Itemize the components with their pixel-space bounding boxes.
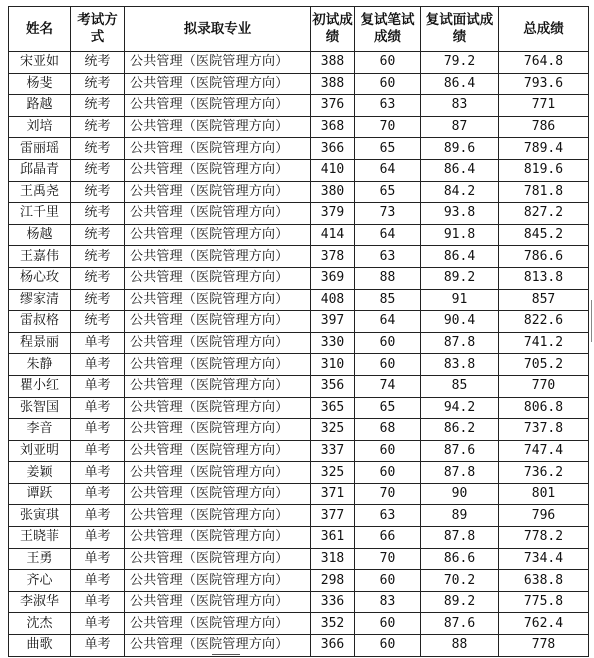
cell-name: 杨斐 — [9, 73, 71, 95]
cell-exam-type: 统考 — [71, 138, 125, 160]
cell-written-score: 74 — [355, 375, 421, 397]
table-row — [9, 289, 589, 311]
cell-interview-score: 84.2 — [421, 181, 499, 203]
cell-name: 朱静 — [9, 354, 71, 376]
cell-name: 张智国 — [9, 397, 71, 419]
cell-interview-score: 89.2 — [421, 267, 499, 289]
cell-major: 公共管理（医院管理方向） — [125, 397, 311, 419]
cell-written-score: 70 — [355, 116, 421, 138]
table-row — [9, 246, 589, 268]
cell-name: 杨越 — [9, 224, 71, 246]
cell-major: 公共管理（医院管理方向） — [125, 95, 311, 117]
cell-exam-type: 单考 — [71, 483, 125, 505]
table-row — [9, 332, 589, 354]
cell-interview-score: 91 — [421, 289, 499, 311]
cell-exam-type: 统考 — [71, 267, 125, 289]
cell-interview-score: 86.2 — [421, 419, 499, 441]
cell-exam-type: 统考 — [71, 181, 125, 203]
cell-interview-score: 94.2 — [421, 397, 499, 419]
table-row — [9, 440, 589, 462]
table-row — [9, 591, 589, 613]
cell-name: 张寅琪 — [9, 505, 71, 527]
cell-major: 公共管理（医院管理方向） — [125, 440, 311, 462]
table-row — [9, 483, 589, 505]
header-interview-score: 复试面试成绩 — [421, 7, 499, 52]
cell-interview-score: 86.4 — [421, 73, 499, 95]
cell-interview-score: 86.4 — [421, 159, 499, 181]
cell-initial-score: 330 — [311, 332, 355, 354]
table-row — [9, 570, 589, 592]
cell-name: 沈杰 — [9, 613, 71, 635]
cell-initial-score: 366 — [311, 635, 355, 657]
cell-major: 公共管理（医院管理方向） — [125, 267, 311, 289]
cell-name: 齐心 — [9, 570, 71, 592]
cell-exam-type: 单考 — [71, 527, 125, 549]
cell-interview-score: 87 — [421, 116, 499, 138]
table-row — [9, 159, 589, 181]
cell-written-score: 73 — [355, 203, 421, 225]
cell-exam-type: 单考 — [71, 548, 125, 570]
cell-total-score: 734.4 — [499, 548, 589, 570]
cell-initial-score: 369 — [311, 267, 355, 289]
cell-initial-score: 366 — [311, 138, 355, 160]
cell-interview-score: 91.8 — [421, 224, 499, 246]
cell-initial-score: 379 — [311, 203, 355, 225]
cell-major: 公共管理（医院管理方向） — [125, 505, 311, 527]
cell-total-score: 737.8 — [499, 419, 589, 441]
cell-initial-score: 414 — [311, 224, 355, 246]
cell-initial-score: 336 — [311, 591, 355, 613]
cell-interview-score: 70.2 — [421, 570, 499, 592]
cell-written-score: 60 — [355, 354, 421, 376]
cell-exam-type: 统考 — [71, 246, 125, 268]
cell-name: 谭跃 — [9, 483, 71, 505]
cell-written-score: 60 — [355, 440, 421, 462]
cell-total-score: 764.8 — [499, 52, 589, 74]
cell-name: 雷丽瑶 — [9, 138, 71, 160]
cell-major: 公共管理（医院管理方向） — [125, 224, 311, 246]
cell-written-score: 68 — [355, 419, 421, 441]
table-body — [9, 52, 589, 657]
table-row — [9, 203, 589, 225]
cell-name: 王勇 — [9, 548, 71, 570]
cell-major: 公共管理（医院管理方向） — [125, 375, 311, 397]
cell-exam-type: 统考 — [71, 311, 125, 333]
table-row — [9, 419, 589, 441]
table-row — [9, 635, 589, 657]
cell-name: 王嘉伟 — [9, 246, 71, 268]
cell-initial-score: 325 — [311, 462, 355, 484]
cell-initial-score: 298 — [311, 570, 355, 592]
cell-name: 江千里 — [9, 203, 71, 225]
cell-name: 雷叔格 — [9, 311, 71, 333]
cell-exam-type: 统考 — [71, 159, 125, 181]
cell-major: 公共管理（医院管理方向） — [125, 138, 311, 160]
table-row — [9, 548, 589, 570]
cell-written-score: 60 — [355, 73, 421, 95]
table-row — [9, 397, 589, 419]
cell-exam-type: 单考 — [71, 591, 125, 613]
header-total-score: 总成绩 — [499, 7, 589, 52]
cell-total-score: 775.8 — [499, 591, 589, 613]
cell-written-score: 70 — [355, 483, 421, 505]
cell-exam-type: 单考 — [71, 570, 125, 592]
table-row — [9, 181, 589, 203]
cell-major: 公共管理（医院管理方向） — [125, 116, 311, 138]
cell-name: 缪家清 — [9, 289, 71, 311]
cell-total-score: 778 — [499, 635, 589, 657]
table-row — [9, 116, 589, 138]
cell-interview-score: 89.2 — [421, 591, 499, 613]
cell-written-score: 64 — [355, 159, 421, 181]
cell-total-score: 762.4 — [499, 613, 589, 635]
cell-exam-type: 统考 — [71, 52, 125, 74]
cell-major: 公共管理（医院管理方向） — [125, 311, 311, 333]
table-row — [9, 613, 589, 635]
cell-initial-score: 408 — [311, 289, 355, 311]
cell-total-score: 789.4 — [499, 138, 589, 160]
cell-exam-type: 统考 — [71, 73, 125, 95]
cell-major: 公共管理（医院管理方向） — [125, 419, 311, 441]
cell-exam-type: 单考 — [71, 419, 125, 441]
header-row — [9, 7, 589, 52]
cell-name: 王禹尧 — [9, 181, 71, 203]
cell-written-score: 64 — [355, 311, 421, 333]
cell-name: 路越 — [9, 95, 71, 117]
cell-exam-type: 单考 — [71, 354, 125, 376]
cell-total-score: 827.2 — [499, 203, 589, 225]
cell-total-score: 801 — [499, 483, 589, 505]
cell-total-score: 770 — [499, 375, 589, 397]
cell-total-score: 778.2 — [499, 527, 589, 549]
cell-major: 公共管理（医院管理方向） — [125, 203, 311, 225]
cell-major: 公共管理（医院管理方向） — [125, 181, 311, 203]
cell-major: 公共管理（医院管理方向） — [125, 52, 311, 74]
table-row — [9, 462, 589, 484]
cell-interview-score: 89.6 — [421, 138, 499, 160]
cell-initial-score: 356 — [311, 375, 355, 397]
cell-major: 公共管理（医院管理方向） — [125, 289, 311, 311]
cell-interview-score: 83 — [421, 95, 499, 117]
table-row — [9, 267, 589, 289]
cell-initial-score: 388 — [311, 73, 355, 95]
header-major: 拟录取专业 — [125, 7, 311, 52]
cell-interview-score: 89 — [421, 505, 499, 527]
cell-total-score: 786.6 — [499, 246, 589, 268]
cell-total-score: 857 — [499, 289, 589, 311]
table-row — [9, 354, 589, 376]
cell-name: 刘培 — [9, 116, 71, 138]
table-row — [9, 95, 589, 117]
cell-major: 公共管理（医院管理方向） — [125, 462, 311, 484]
header-exam-type: 考试方式 — [71, 7, 125, 52]
cell-total-score: 845.2 — [499, 224, 589, 246]
cell-exam-type: 单考 — [71, 635, 125, 657]
cell-written-score: 83 — [355, 591, 421, 613]
cell-total-score: 741.2 — [499, 332, 589, 354]
cell-total-score: 819.6 — [499, 159, 589, 181]
cell-written-score: 88 — [355, 267, 421, 289]
cell-written-score: 60 — [355, 332, 421, 354]
table-row — [9, 224, 589, 246]
table-row — [9, 73, 589, 95]
header-written-score: 复试笔试成绩 — [355, 7, 421, 52]
table-row — [9, 52, 589, 74]
cell-written-score: 64 — [355, 224, 421, 246]
cell-initial-score: 397 — [311, 311, 355, 333]
table-row — [9, 505, 589, 527]
cell-major: 公共管理（医院管理方向） — [125, 613, 311, 635]
cell-total-score: 747.4 — [499, 440, 589, 462]
cell-total-score: 781.8 — [499, 181, 589, 203]
cell-initial-score: 325 — [311, 419, 355, 441]
header-initial-score: 初试成绩 — [311, 7, 355, 52]
cell-major: 公共管理（医院管理方向） — [125, 159, 311, 181]
table-row — [9, 527, 589, 549]
cell-exam-type: 统考 — [71, 95, 125, 117]
cell-major: 公共管理（医院管理方向） — [125, 332, 311, 354]
cell-interview-score: 87.8 — [421, 332, 499, 354]
cell-interview-score: 87.8 — [421, 527, 499, 549]
cell-written-score: 63 — [355, 505, 421, 527]
cell-initial-score: 371 — [311, 483, 355, 505]
cell-name: 杨心玫 — [9, 267, 71, 289]
cell-major: 公共管理（医院管理方向） — [125, 527, 311, 549]
cell-total-score: 793.6 — [499, 73, 589, 95]
cell-written-score: 70 — [355, 548, 421, 570]
cell-initial-score: 378 — [311, 246, 355, 268]
cell-interview-score: 93.8 — [421, 203, 499, 225]
cell-interview-score: 87.6 — [421, 613, 499, 635]
cell-written-score: 65 — [355, 181, 421, 203]
cell-exam-type: 统考 — [71, 224, 125, 246]
cell-total-score: 806.8 — [499, 397, 589, 419]
cell-name: 李淑华 — [9, 591, 71, 613]
cell-name: 姜颖 — [9, 462, 71, 484]
cell-major: 公共管理（医院管理方向） — [125, 570, 311, 592]
admission-score-table — [8, 6, 589, 657]
cell-initial-score: 361 — [311, 527, 355, 549]
cell-written-score: 60 — [355, 52, 421, 74]
cell-name: 程景丽 — [9, 332, 71, 354]
cell-total-score: 786 — [499, 116, 589, 138]
header-name: 姓名 — [9, 7, 71, 52]
cell-initial-score: 380 — [311, 181, 355, 203]
cell-name: 曲歌 — [9, 635, 71, 657]
cell-exam-type: 统考 — [71, 289, 125, 311]
cell-interview-score: 85 — [421, 375, 499, 397]
cell-total-score: 736.2 — [499, 462, 589, 484]
table-row — [9, 138, 589, 160]
cell-initial-score: 365 — [311, 397, 355, 419]
cell-total-score: 638.8 — [499, 570, 589, 592]
cell-major: 公共管理（医院管理方向） — [125, 548, 311, 570]
page-side-mark — [591, 300, 592, 342]
cell-written-score: 60 — [355, 635, 421, 657]
cell-major: 公共管理（医院管理方向） — [125, 354, 311, 376]
cell-interview-score: 83.8 — [421, 354, 499, 376]
cell-initial-score: 410 — [311, 159, 355, 181]
cell-exam-type: 单考 — [71, 505, 125, 527]
cell-interview-score: 90.4 — [421, 311, 499, 333]
cell-exam-type: 单考 — [71, 613, 125, 635]
table-row — [9, 311, 589, 333]
page-edge-mark — [212, 654, 240, 655]
cell-exam-type: 单考 — [71, 462, 125, 484]
cell-initial-score: 318 — [311, 548, 355, 570]
cell-written-score: 60 — [355, 570, 421, 592]
cell-written-score: 65 — [355, 397, 421, 419]
cell-interview-score: 87.6 — [421, 440, 499, 462]
cell-name: 宋亚如 — [9, 52, 71, 74]
cell-initial-score: 352 — [311, 613, 355, 635]
cell-written-score: 66 — [355, 527, 421, 549]
cell-exam-type: 单考 — [71, 397, 125, 419]
cell-major: 公共管理（医院管理方向） — [125, 246, 311, 268]
table-row — [9, 375, 589, 397]
cell-written-score: 63 — [355, 246, 421, 268]
cell-interview-score: 88 — [421, 635, 499, 657]
cell-major: 公共管理（医院管理方向） — [125, 591, 311, 613]
cell-name: 李音 — [9, 419, 71, 441]
cell-written-score: 85 — [355, 289, 421, 311]
cell-total-score: 813.8 — [499, 267, 589, 289]
table-header — [9, 7, 589, 52]
cell-written-score: 60 — [355, 613, 421, 635]
cell-major: 公共管理（医院管理方向） — [125, 635, 311, 657]
cell-initial-score: 310 — [311, 354, 355, 376]
cell-interview-score: 86.6 — [421, 548, 499, 570]
cell-initial-score: 376 — [311, 95, 355, 117]
cell-interview-score: 79.2 — [421, 52, 499, 74]
cell-name: 瞿小红 — [9, 375, 71, 397]
cell-exam-type: 统考 — [71, 116, 125, 138]
cell-name: 邱晶青 — [9, 159, 71, 181]
cell-interview-score: 90 — [421, 483, 499, 505]
cell-total-score: 822.6 — [499, 311, 589, 333]
cell-name: 王晓菲 — [9, 527, 71, 549]
cell-name: 刘亚明 — [9, 440, 71, 462]
cell-written-score: 65 — [355, 138, 421, 160]
cell-exam-type: 统考 — [71, 203, 125, 225]
cell-initial-score: 377 — [311, 505, 355, 527]
cell-interview-score: 86.4 — [421, 246, 499, 268]
cell-exam-type: 单考 — [71, 332, 125, 354]
cell-initial-score: 368 — [311, 116, 355, 138]
cell-interview-score: 87.8 — [421, 462, 499, 484]
cell-major: 公共管理（医院管理方向） — [125, 73, 311, 95]
cell-total-score: 771 — [499, 95, 589, 117]
cell-written-score: 60 — [355, 462, 421, 484]
cell-initial-score: 337 — [311, 440, 355, 462]
cell-major: 公共管理（医院管理方向） — [125, 483, 311, 505]
cell-total-score: 705.2 — [499, 354, 589, 376]
cell-written-score: 63 — [355, 95, 421, 117]
cell-exam-type: 单考 — [71, 375, 125, 397]
cell-exam-type: 单考 — [71, 440, 125, 462]
cell-initial-score: 388 — [311, 52, 355, 74]
cell-total-score: 796 — [499, 505, 589, 527]
